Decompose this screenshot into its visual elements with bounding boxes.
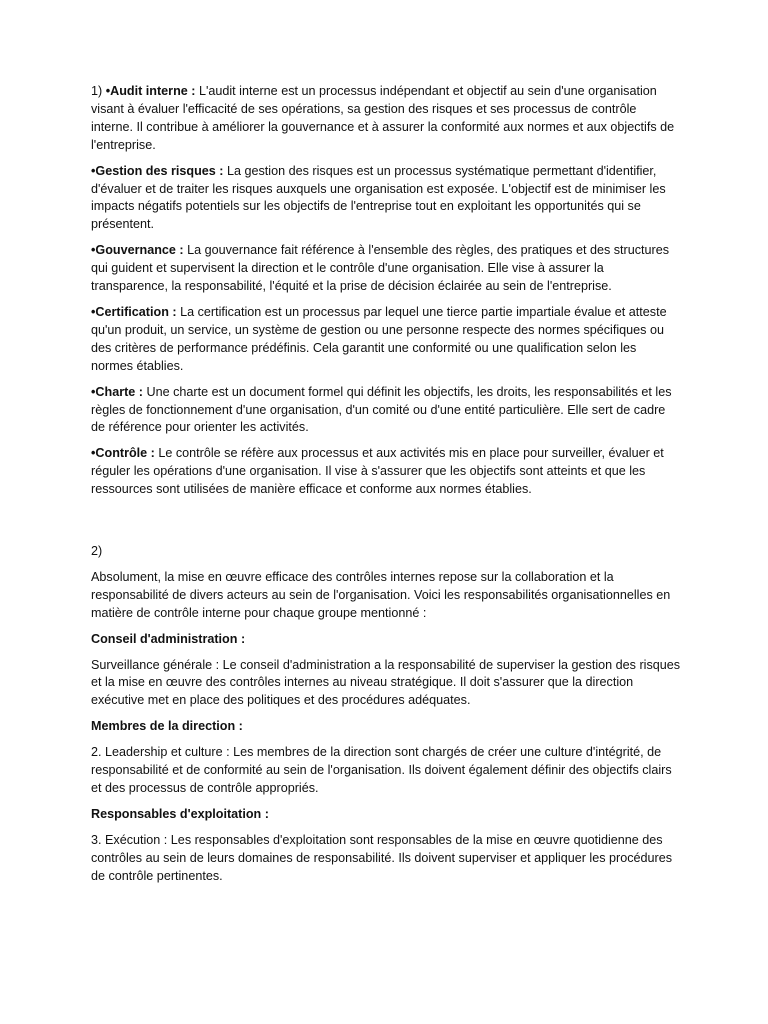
definition-charte [91, 384, 681, 438]
section-1 [91, 83, 681, 499]
definition-text: La gouvernance fait référence à l'ensemble des règles, des pratiques et des structures qui guident et supervisent la direction et le contrôle d'une organisation. Elle vise à assurer la transparence, la responsabilité, l'équité et la prise de décision éclairée au sein de l'entreprise. [91, 243, 670, 294]
section-2-intro: Absolument, la mise en œuvre efficace des contrôles internes repose sur la collaboration et la responsabilité de divers acteurs au sein de l'organisation. Voici les responsabilités organisationnelles en matière de contrôle interne pour chaque groupe mentionné : [91, 569, 671, 620]
heading-membres-direction: Membres de la direction : [91, 719, 243, 734]
section-2-number: 2) [91, 544, 103, 559]
definition-gestion-des-risques [91, 163, 681, 235]
term-audit-interne: •Audit interne : [105, 84, 196, 98]
section-1-prefix: 1) [91, 84, 106, 98]
definition-text: La certification est un processus par lequel une tierce partie impartiale évalue et atteste qu'un produit, un service, un système de gestion ou une personne respecte des normes spécifiques ou des critères de performance prédéfinis. Cela garantit une conformité ou une qualification selon les normes établies. [91, 304, 667, 373]
term-certification: •Certification : [91, 304, 177, 319]
definition-gouvernance [91, 242, 681, 296]
responsibility-conseil-administration: Surveillance générale : Le conseil d'administration a la responsabilité de superviser la gestion des risques et la mise en œuvre des contrôles internes au niveau stratégique. Il doit s'assurer que la direction exécutive met en place des politiques et des procédures adéquates. [91, 657, 681, 708]
definition-controle [91, 445, 681, 499]
section-2 [91, 543, 681, 886]
term-gouvernance: •Gouvernance : [91, 243, 184, 258]
document-page [91, 83, 681, 894]
heading-conseil-administration: Conseil d'administration : [91, 631, 246, 646]
definition-certification [91, 304, 681, 376]
definition-text: La gestion des risques est un processus systématique permettant d'identifier, d'évaluer et de traiter les risques auxquels une organisation est exposée. L'objectif est de minimiser les impacts négatifs potentiels sur les objectifs de l'entreprise tout en exploitant les opportunités qui se présentent. [91, 163, 666, 232]
term-controle: •Contrôle : [91, 446, 155, 461]
responsibility-membres-direction: 2. Leadership et culture : Les membres de la direction sont chargés de créer une culture d'intégrité, de responsabilité et de conformité au sein de l'organisation. Ils doivent également définir des objectifs clairs et des processus de contrôle appropriés. [91, 745, 672, 795]
term-gestion-des-risques: •Gestion des risques : [91, 163, 224, 178]
term-charte: •Charte : [91, 384, 143, 399]
definition-audit-interne [91, 83, 681, 155]
heading-responsables-exploitation: Responsables d'exploitation : [91, 806, 269, 821]
definition-text: L'audit interne est un processus indépendant et objectif au sein d'une organisation visant à évaluer l'efficacité de ses opérations, sa gestion des risques et ses processus de contrôle interne. Il contribue à améliorer la gouvernance et à assurer la conformité aux normes et aux objectifs de l'entreprise. [91, 84, 675, 152]
responsibility-responsables-exploitation: 3. Exécution : Les responsables d'exploitation sont responsables de la mise en œuvre quotidienne des contrôles au sein de leurs domaines de responsabilité. Ils doivent superviser et appliquer les procédures de contrôle pertinentes. [91, 832, 673, 883]
definition-text: Le contrôle se réfère aux processus et aux activités mis en place pour surveiller, évaluer et réguler les opérations d'une organisation. Il vise à s'assurer que les objectifs sont atteints et que les ressources sont utilisées de manière efficace et conforme aux normes établies. [91, 446, 664, 497]
definition-text: Une charte est un document formel qui définit les objectifs, les droits, les responsabilités et les règles de fonctionnement d'une organisation, d'un comité ou d'une entité particulière. Elle sert de cadre de référence pour orienter les activités. [91, 384, 672, 435]
section-spacer [91, 507, 681, 543]
